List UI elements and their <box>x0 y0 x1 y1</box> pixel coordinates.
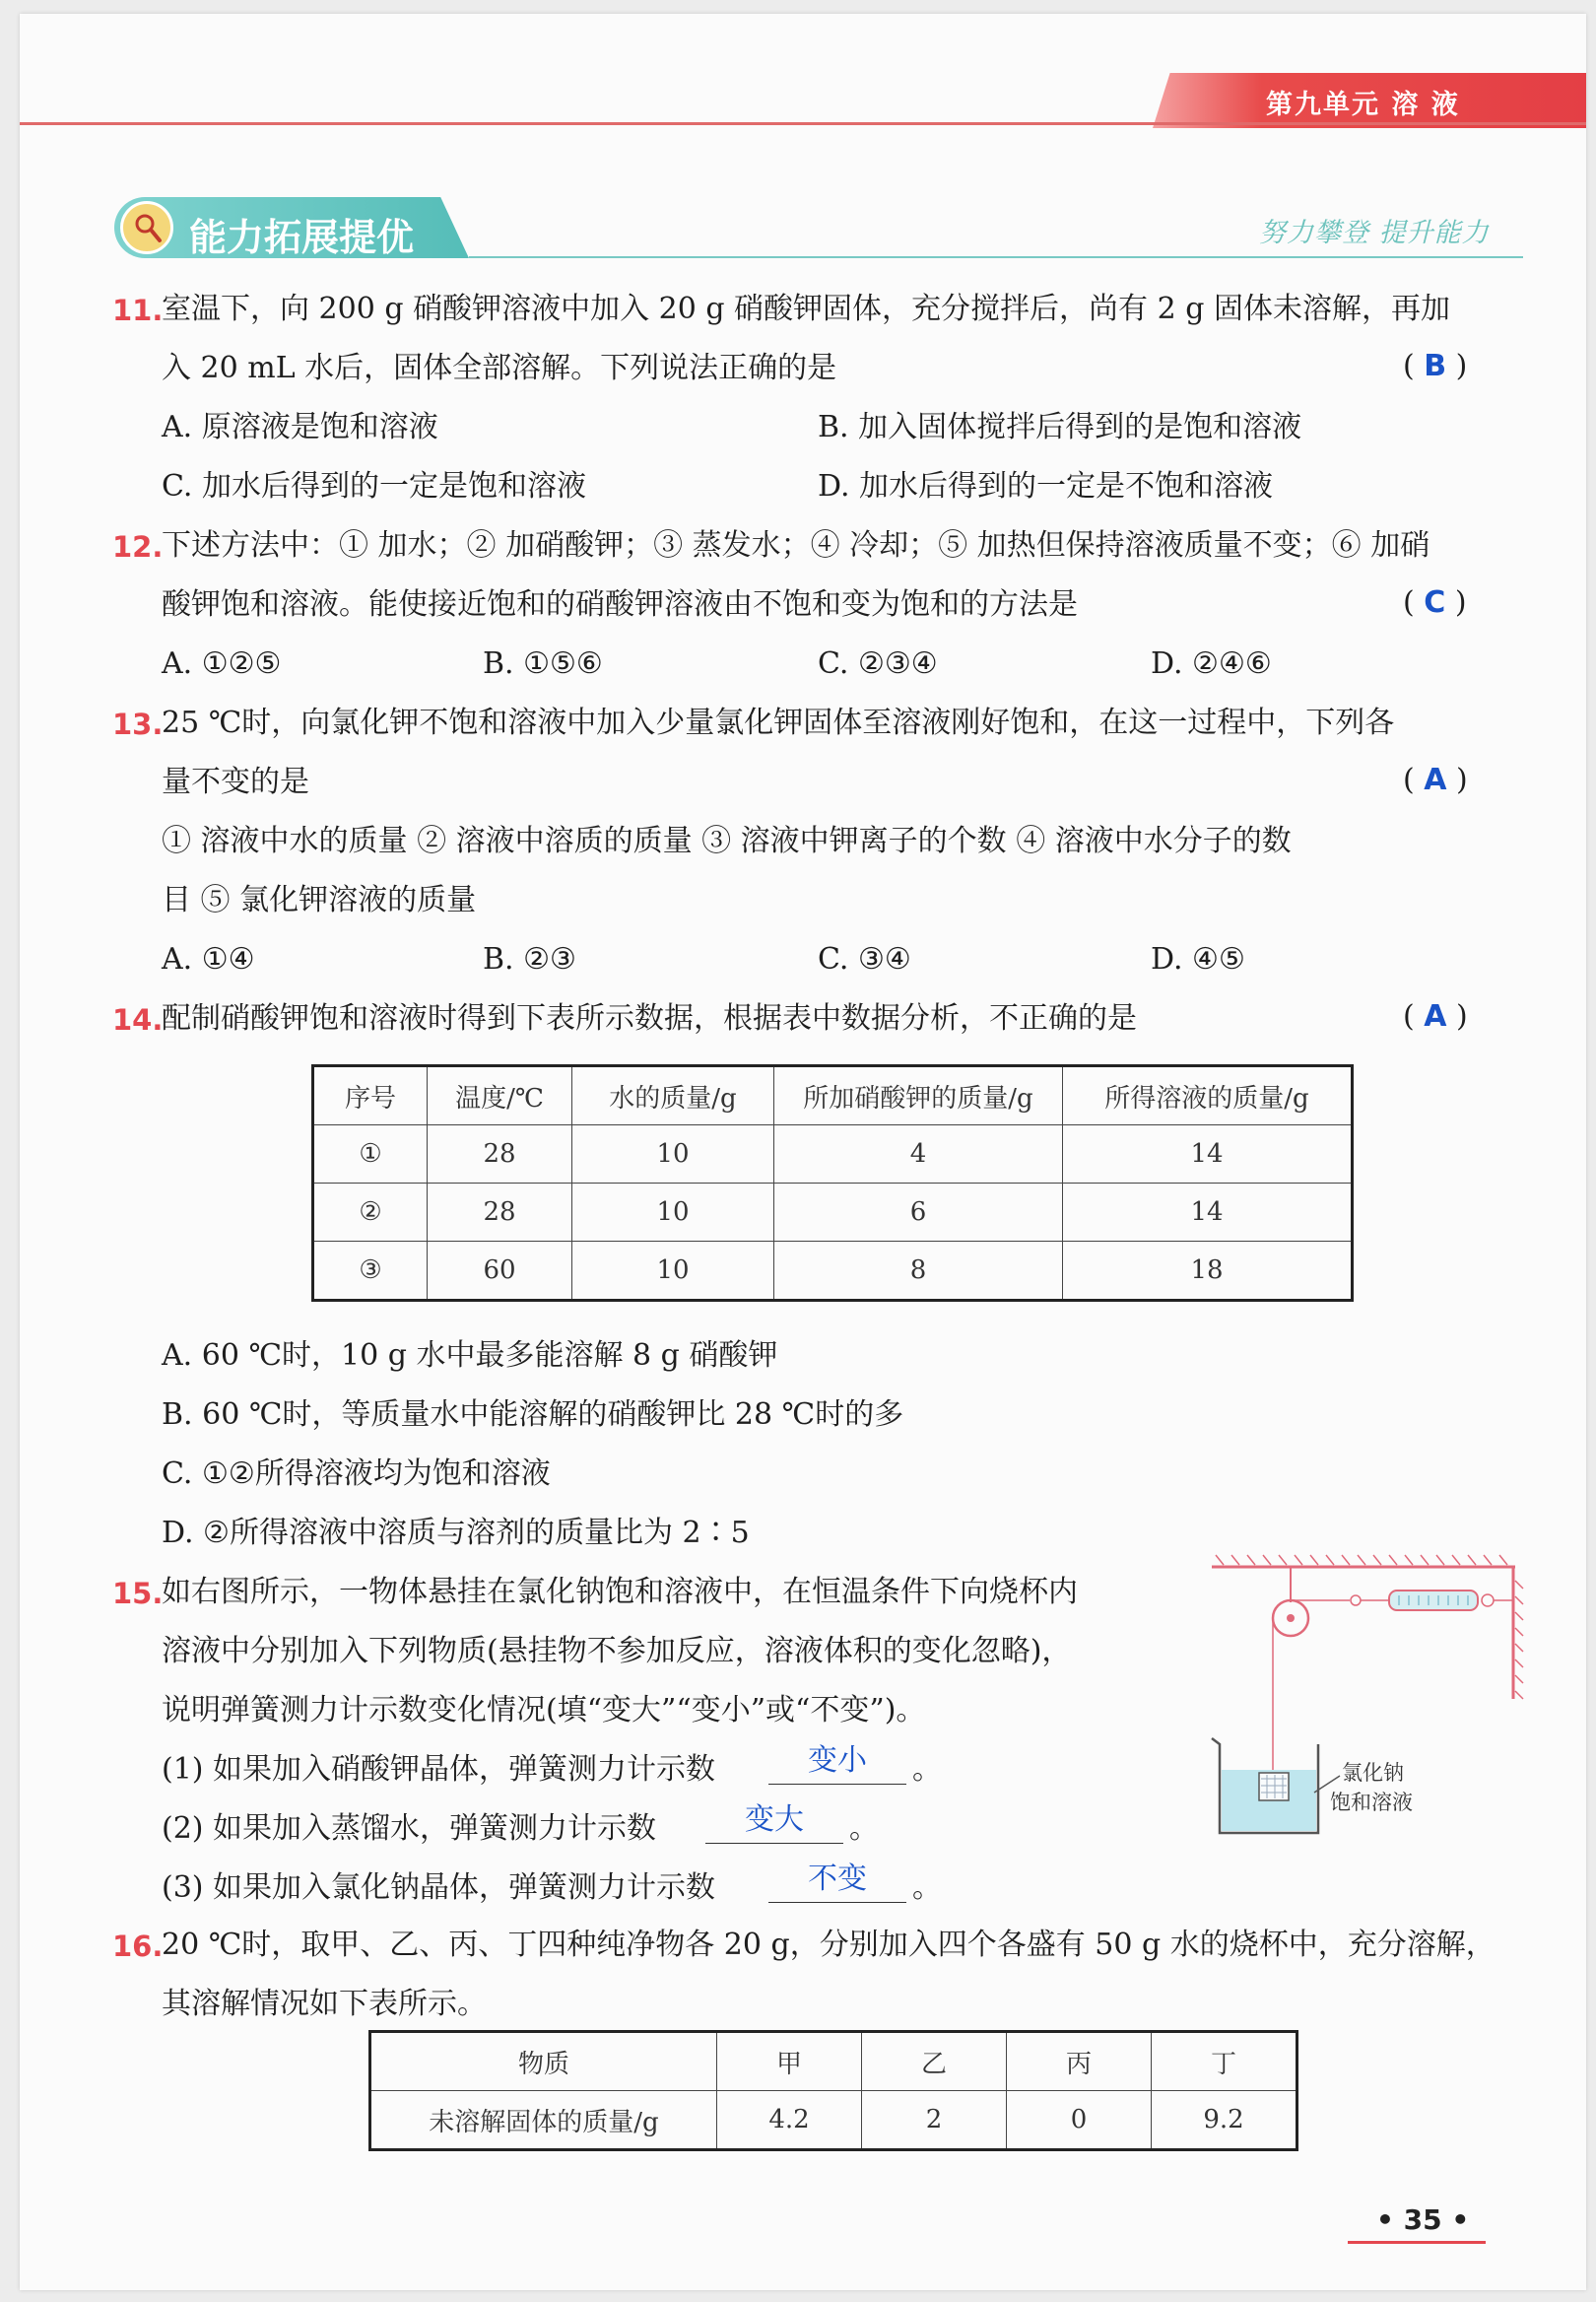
header-rule <box>20 122 1586 125</box>
data-table <box>311 1064 1354 1302</box>
question-text: 入 20 mL 水后，固体全部溶解。下列说法正确的是 <box>162 351 837 385</box>
table-cell: 未溶解固体的质量/g <box>370 2091 717 2150</box>
table-header: 温度/℃ <box>428 1066 572 1125</box>
sub-question: (3) 如果加入氯化钠晶体，弹簧测力计示数 <box>162 1870 716 1905</box>
option: C. ①②所得溶液均为饱和溶液 <box>162 1456 551 1491</box>
period: 。 <box>912 1870 942 1905</box>
option: C. ③④ <box>818 942 911 977</box>
table-row <box>313 1242 1353 1301</box>
answer-bracket: ( B ) <box>1403 349 1468 383</box>
table-cell: ② <box>313 1184 428 1242</box>
table-cell: 4.2 <box>717 2091 862 2150</box>
question-number: 15. <box>112 1577 164 1610</box>
option: B. 60 ℃时，等质量水中能溶解的硝酸钾比 28 ℃时的多 <box>162 1397 904 1432</box>
table-cell: 18 <box>1063 1242 1353 1301</box>
table-cell: 10 <box>572 1125 774 1184</box>
option: A. ①④ <box>162 942 255 977</box>
option: A. ①②⑤ <box>162 646 282 681</box>
table-cell: 4 <box>774 1125 1063 1184</box>
table-header: 所得溶液的质量/g <box>1063 1066 1353 1125</box>
question-text: 25 ℃时，向氯化钾不饱和溶液中加入少量氯化钾固体至溶液刚好饱和，在这一过程中，下列各 <box>162 706 1395 740</box>
answer-blank: 不变 <box>768 1862 906 1903</box>
page <box>20 14 1586 2290</box>
answer-blank: 变大 <box>705 1803 843 1844</box>
question-text: 其溶解情况如下表所示。 <box>162 1987 487 2021</box>
table-cell: 0 <box>1007 2091 1152 2150</box>
magnifier-icon <box>120 201 173 254</box>
answer-bracket: ( C ) <box>1403 585 1467 620</box>
table-header: 丙 <box>1007 2032 1152 2091</box>
option: D. ④⑤ <box>1151 942 1245 977</box>
table-header: 甲 <box>717 2032 862 2091</box>
question-text: 下述方法中：① 加水；② 加硝酸钾；③ 蒸发水；④ 冷却；⑤ 加热但保持溶液质量不变；⑥ 加硝 <box>162 528 1430 563</box>
option: C. 加水后得到的一定是饱和溶液 <box>162 469 586 504</box>
answer-bracket: ( A ) <box>1403 999 1468 1034</box>
section-rule <box>469 256 1523 258</box>
table-cell: 28 <box>428 1184 572 1242</box>
table-row <box>370 2091 1297 2150</box>
section-title: 能力拓展提优 <box>189 216 415 259</box>
table-header: 丁 <box>1152 2032 1297 2091</box>
unit-title: 第九单元 溶 液 <box>1266 90 1460 120</box>
question-text: 室温下，向 200 g 硝酸钾溶液中加入 20 g 硝酸钾固体，充分搅拌后，尚有 2 g 固体未溶解，再加 <box>162 292 1450 326</box>
question-number: 14. <box>112 1003 164 1037</box>
page-number: • 35 • <box>1376 2203 1470 2236</box>
question-text: 配制硝酸钾饱和溶液时得到下表所示数据，根据表中数据分析，不正确的是 <box>162 1001 1137 1036</box>
question-text: ① 溶液中水的质量 ② 溶液中溶质的质量 ③ 溶液中钾离子的个数 ④ 溶液中水分子的数 <box>162 824 1292 858</box>
question-text: 量不变的是 <box>162 765 309 799</box>
apparatus-figure <box>1192 1551 1527 1847</box>
question-number: 13. <box>112 708 164 741</box>
question-text: 如右图所示，一物体悬挂在氯化钠饱和溶液中，在恒温条件下向烧杯内 <box>162 1575 1078 1609</box>
option: A. 原溶液是饱和溶液 <box>162 410 438 444</box>
question-number: 11. <box>112 294 164 327</box>
option: B. 加入固体搅拌后得到的是饱和溶液 <box>818 410 1302 444</box>
table-cell: 8 <box>774 1242 1063 1301</box>
table-cell: 10 <box>572 1242 774 1301</box>
table-header: 乙 <box>862 2032 1007 2091</box>
answer-blank: 变小 <box>768 1744 906 1785</box>
question-number: 12. <box>112 530 164 564</box>
table-cell: 60 <box>428 1242 572 1301</box>
solubility-table <box>368 2030 1298 2151</box>
option: B. ②③ <box>483 942 576 977</box>
question-text: 酸钾饱和溶液。能使接近饱和的硝酸钾溶液由不饱和变为饱和的方法是 <box>162 587 1078 622</box>
option: D. ②④⑥ <box>1151 646 1272 681</box>
answer-value: A <box>1424 999 1447 1034</box>
table-header: 水的质量/g <box>572 1066 774 1125</box>
option: D. ②所得溶液中溶质与溶剂的质量比为 2∶5 <box>162 1516 750 1550</box>
section-slogan: 努力攀登 提升能力 <box>1259 218 1490 248</box>
option: D. 加水后得到的一定是不饱和溶液 <box>818 469 1274 504</box>
answer-value: B <box>1424 349 1447 383</box>
question-text: 说明弹簧测力计示数变化情况(填“变大”“变小”或“不变”)。 <box>162 1693 926 1727</box>
question-text: 目 ⑤ 氯化钾溶液的质量 <box>162 883 477 917</box>
answer-bracket: ( A ) <box>1403 763 1468 797</box>
table-header: 所加硝酸钾的质量/g <box>774 1066 1063 1125</box>
table-row <box>313 1125 1353 1184</box>
table-cell: 28 <box>428 1125 572 1184</box>
table-cell: 2 <box>862 2091 1007 2150</box>
period: 。 <box>849 1811 879 1846</box>
table-cell: ③ <box>313 1242 428 1301</box>
table-cell: 10 <box>572 1184 774 1242</box>
question-number: 16. <box>112 1930 164 1963</box>
table-header: 序号 <box>313 1066 428 1125</box>
table-row <box>313 1184 1353 1242</box>
figure-label: 饱和溶液 <box>1330 1791 1413 1814</box>
table-cell: 6 <box>774 1184 1063 1242</box>
table-cell: 14 <box>1063 1184 1353 1242</box>
option: B. ①⑤⑥ <box>483 646 603 681</box>
answer-value: A <box>1424 763 1447 797</box>
figure-label: 氯化钠 <box>1342 1761 1404 1785</box>
table-cell: 9.2 <box>1152 2091 1297 2150</box>
table-cell: 14 <box>1063 1125 1353 1184</box>
question-text: 溶液中分别加入下列物质(悬挂物不参加反应，溶液体积的变化忽略)， <box>162 1634 1072 1668</box>
option: A. 60 ℃时，10 g 水中最多能溶解 8 g 硝酸钾 <box>162 1338 778 1373</box>
period: 。 <box>912 1752 942 1787</box>
option: C. ②③④ <box>818 646 938 681</box>
question-text: 20 ℃时，取甲、乙、丙、丁四种纯净物各 20 g，分别加入四个各盛有 50 g 水的烧杯中，充分溶解， <box>162 1928 1496 1962</box>
table-cell: ① <box>313 1125 428 1184</box>
sub-question: (2) 如果加入蒸馏水，弹簧测力计示数 <box>162 1811 657 1846</box>
answer-value: C <box>1424 585 1446 620</box>
page-number-rule <box>1348 2241 1486 2244</box>
sub-question: (1) 如果加入硝酸钾晶体，弹簧测力计示数 <box>162 1752 716 1787</box>
table-header: 物质 <box>370 2032 717 2091</box>
